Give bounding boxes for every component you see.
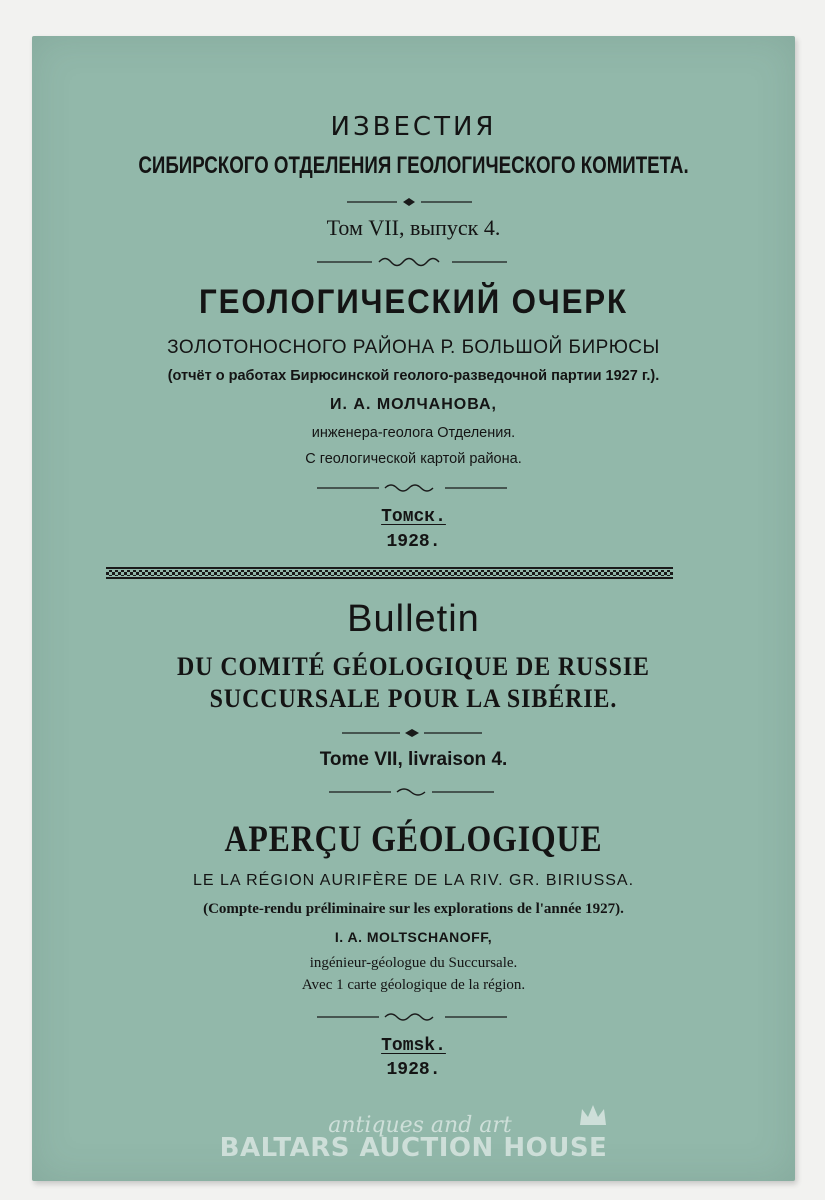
map-note-ru: С геологической картой района.: [305, 451, 522, 467]
city-fr-text: Tomsk.: [381, 1036, 446, 1056]
paper-title-ru: ГЕОЛОГИЧЕСКИЙ ОЧЕРК: [199, 283, 628, 321]
ornament-divider: [317, 256, 507, 268]
report-note-fr: (Compte-rendu préliminaire sur les explorations de l'année 1927).: [203, 901, 624, 917]
paper-subtitle-fr: LE LA RÉGION AURIFÈRE DE LA RIV. GR. BIRIUSSA.: [192, 872, 635, 889]
year-ru: 1928.: [386, 532, 441, 552]
paper-title-fr: APERÇU GÉOLOGIQUE: [224, 819, 603, 860]
journal-subtitle-ru: СИБИРСКОГО ОТДЕЛЕНИЯ ГЕОЛОГИЧЕСКОГО КОМИТЕТА.: [138, 152, 689, 179]
committee-line1-fr: DU COMITÉ GÉOLOGIQUE DE RUSSIE: [177, 652, 650, 681]
watermark-name: BALTARS AUCTION HOUSE: [219, 1133, 608, 1163]
author-role-fr: ingénieur-géologue du Succursale.: [309, 955, 518, 971]
author-ru: И. А. МОЛЧАНОВА,: [330, 396, 497, 413]
author-fr: I. A. MOLTSCHANOFF,: [334, 929, 493, 945]
author-role-ru: инженера-геолога Отделения.: [311, 425, 516, 441]
city-fr: [32, 1036, 795, 1056]
crown-icon: [578, 1103, 608, 1127]
volume-ru: Том VII, выпуск 4.: [326, 215, 501, 240]
ornament-divider: [342, 727, 482, 739]
watermark-tagline: antiques and art: [328, 1113, 512, 1138]
section-divider: [106, 566, 673, 580]
city-ru-text: Томск.: [381, 507, 446, 527]
paper-subtitle-ru: ЗОЛОТОНОСНОГО РАЙОНА Р. БОЛЬШОЙ БИРЮСЫ: [167, 337, 660, 358]
ornament-divider: [329, 786, 494, 798]
city-ru: [32, 507, 795, 527]
ornament-divider: [317, 482, 507, 494]
report-note-ru: (отчёт о работах Бирюсинской геолого-разведочной партии 1927 г.).: [167, 368, 660, 384]
ornament-divider: [317, 1011, 507, 1023]
bulletin-title-fr: Bulletin: [347, 598, 480, 640]
ornament-divider: [347, 196, 472, 208]
map-note-fr: Avec 1 carte géologique de la région.: [301, 977, 526, 993]
volume-fr: Tome VII, livraison 4.: [319, 749, 508, 770]
committee-line2-fr: SUCCURSALE POUR LA SIBÉRIE.: [209, 684, 618, 713]
year-fr: 1928.: [386, 1060, 441, 1080]
journal-title-ru: ИЗВЕСТИЯ: [330, 112, 497, 142]
